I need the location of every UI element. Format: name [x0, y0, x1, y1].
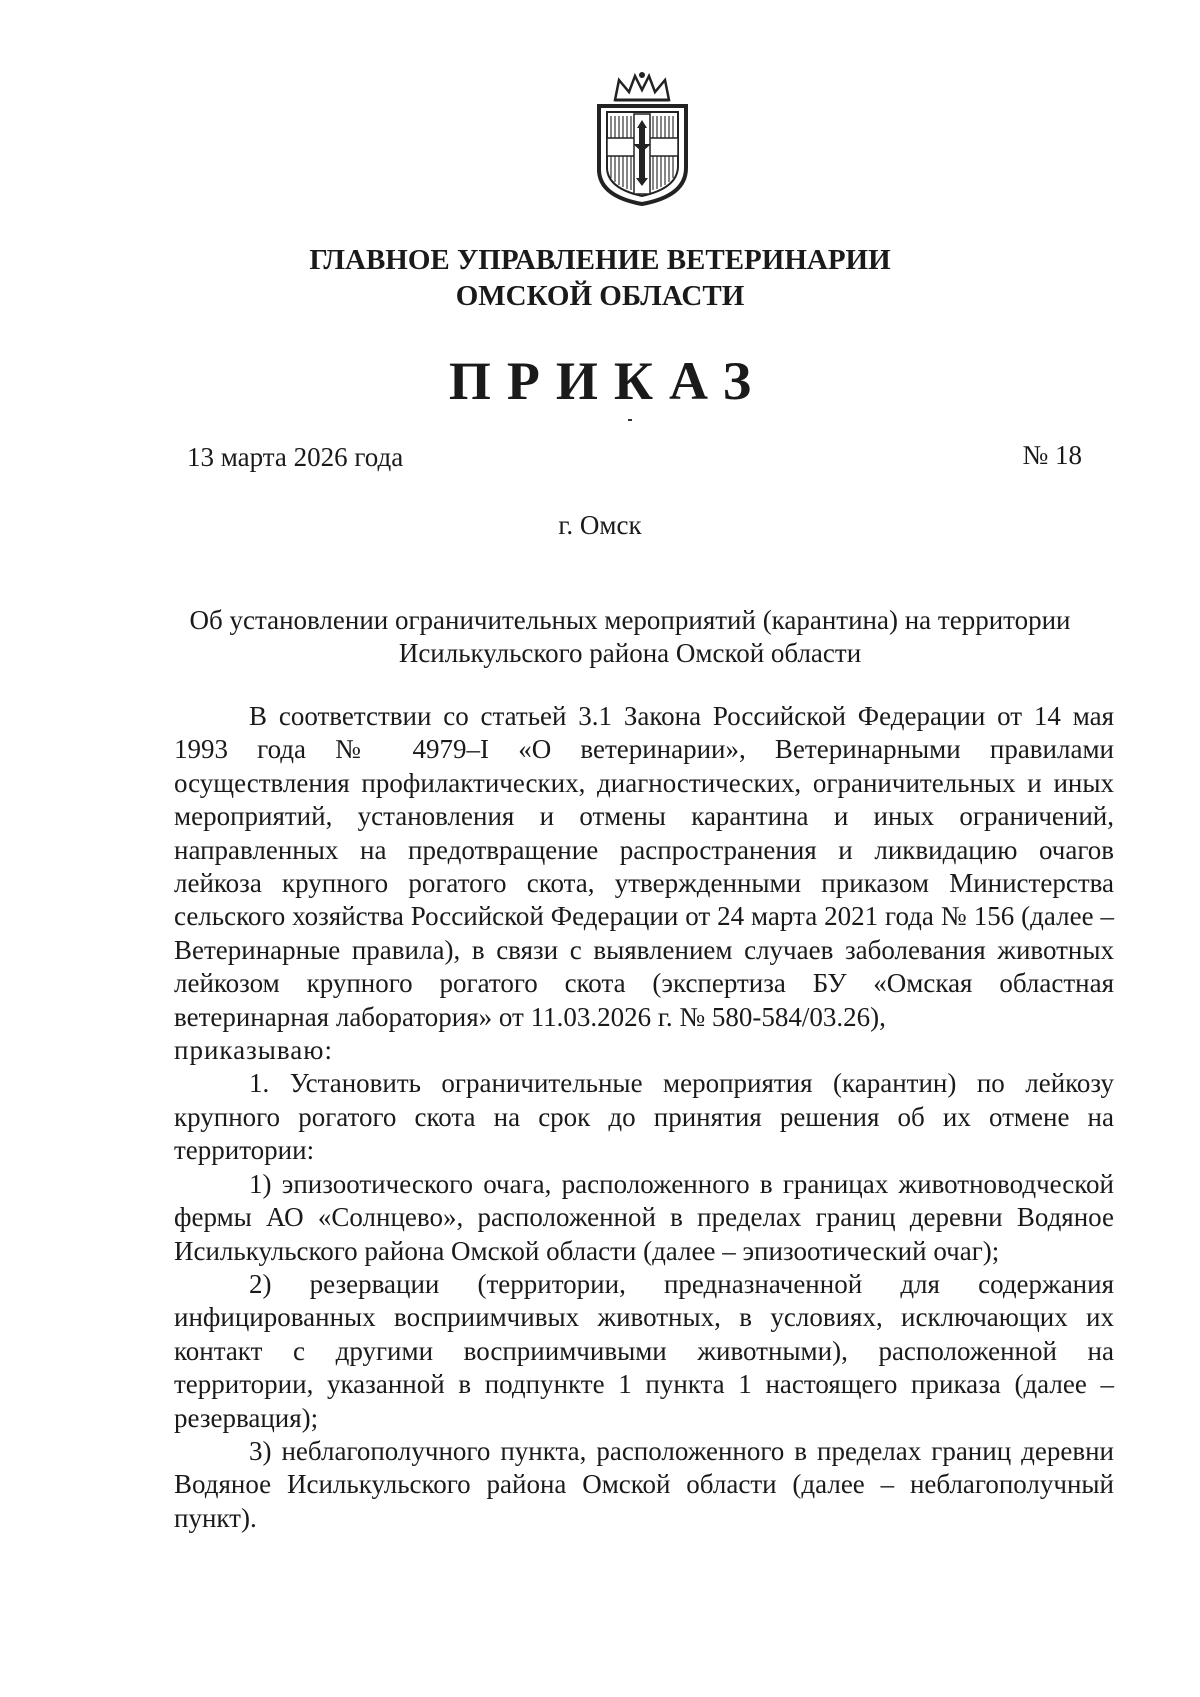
item-1-paragraph: 1. Установить ограничительные мероприятия (карантин) по лейкозу крупного рогатого скота на срок до принятия решения об их отмене на территории:	[174, 1068, 1114, 1166]
subject-line2: Исилькульского района Омской области	[398, 638, 862, 668]
document-body	[174, 700, 1114, 1535]
subject-line1: Об установлении ограничительных мероприятий (карантина) на территории	[189, 605, 1071, 635]
document-type-title: ПРИКАЗ	[448, 351, 768, 411]
document-date: 13 марта 2026 года	[187, 442, 404, 472]
preamble-paragraph: В соответствии со статьей 3.1 Закона Российской Федерации от 14 мая 1993 года № 4979–I «О ветеринарии», Ветеринарными правилами осуществления профилактических, диагностических, ограничительных и иных мероприятий, установления и отмены карантина и иных ограничений, направленных на предотвращение распространения и ликвидацию очагов лейкоза крупного рогатого скота, утвержденными приказом Министерства сельского хозяйства Российской Федерации от 24 марта 2021 года № 156 (далее – Ветеринарные правила), в связи с выявлением случаев заболевания животных лейкозом крупного рогатого скота (экспертиза БУ «Омская областная ветеринарная лаборатория» от 11.03.2026 г. № 580-584/03.26),	[174, 701, 1114, 1032]
subitem-1-paragraph: 1) эпизоотического очага, расположенного в границах животноводческой фермы АО «Солнцево», расположенной в пределах границ деревни Водяное Исилькульского района Омской области (далее – эпизоотический очаг);	[174, 1168, 1114, 1266]
agency-name-line2: ОМСКОЙ ОБЛАСТИ	[455, 280, 745, 312]
document-subject	[150, 604, 1110, 670]
subitem-2-paragraph: 2) резервации (территории, предназначенной для содержания инфицированных восприимчивых животных, в условиях, исключающих их контакт с другими восприимчивыми животными), расположенной на территории, указанной в подпункте 1 пункта 1 настоящего приказа (далее – резервация);	[174, 1268, 1114, 1433]
coat-of-arms-icon	[585, 70, 700, 208]
document-city: г. Омск	[558, 510, 642, 540]
order-word: приказываю:	[174, 1035, 333, 1066]
scan-artifact	[628, 419, 632, 421]
agency-name-line1: ГЛАВНОЕ УПРАВЛЕНИЕ ВЕТЕРИНАРИИ	[309, 244, 891, 276]
document-number: № 18	[1022, 440, 1082, 470]
subitem-3-paragraph: 3) неблагополучного пункта, расположенного в пределах границ деревни Водяное Исилькульского района Омской области (далее – неблагополучный пункт).	[174, 1435, 1114, 1533]
